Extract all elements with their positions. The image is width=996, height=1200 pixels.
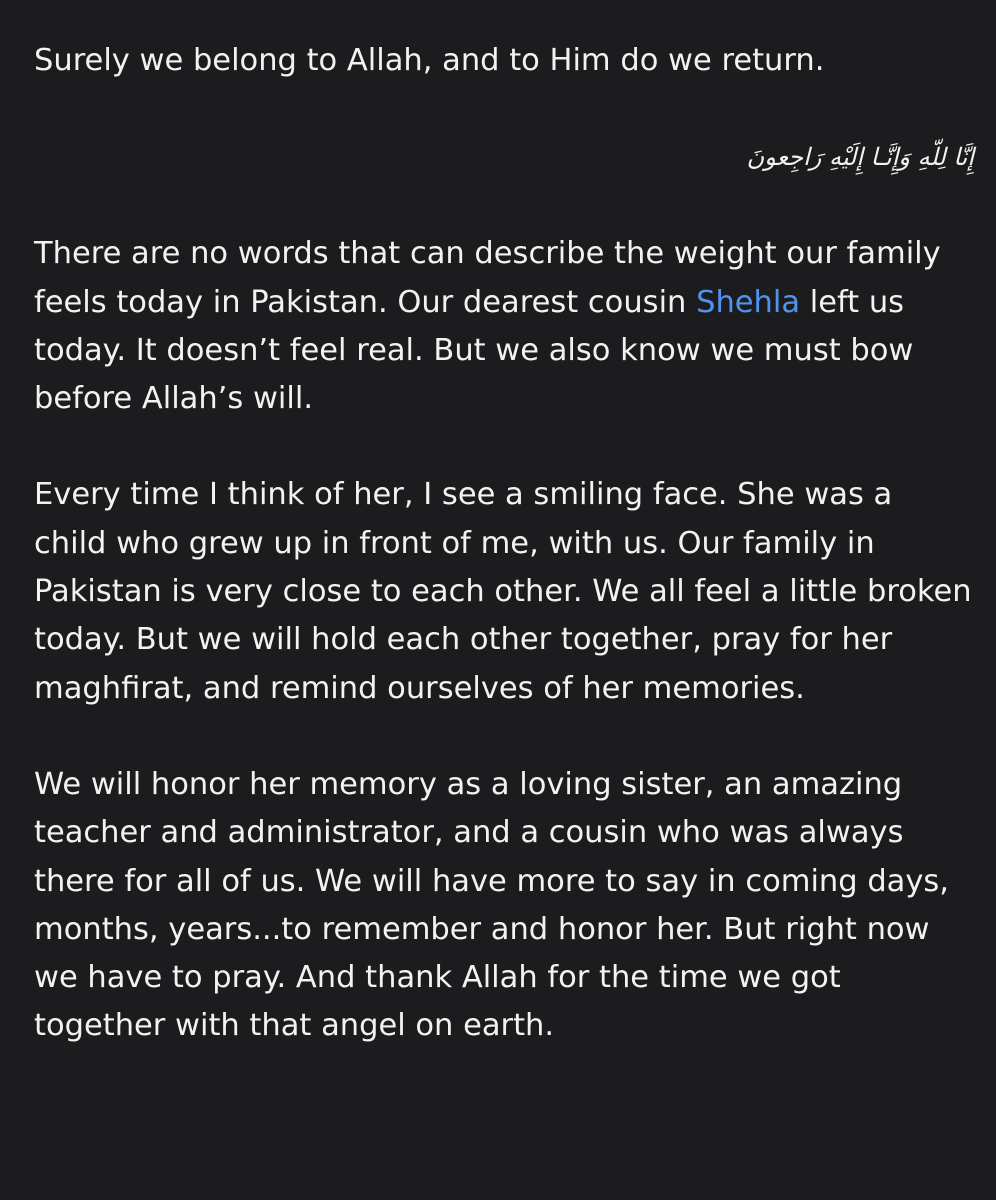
post-paragraph-opening: Surely we belong to Allah, and to Him do we return. [34,43,825,78]
announcement-text-before: There are no words that can describe the weight our family feels today in Pakistan. Our dearest cousin [34,236,941,320]
post-paragraph-memories: Every time I think of her, I see a smiling face. She was a child who grew up in front of me, with us. Our family in Pakistan is very close to each other. We all feel a little broken today. But we will hold each other together, pray for her maghfirat, and remind ourselves of her memories. [34,477,972,706]
announcement-text-after: left us today. It doesn’t feel real. But we also know we must bow before Allah’s will. [34,284,914,417]
post-body [34,37,974,1099]
post-paragraph-announcement [34,230,974,423]
post-arabic-verse: إِنَّا لِلّهِ وَإِنَّـا إِلَيْهِ رَاجِعونَ [746,143,974,172]
mention-link-shehla[interactable]: Shehla [696,284,801,320]
post-paragraph-honor: We will honor her memory as a loving sister, an amazing teacher and administrator, and a cousin who was always there for all of us. We will have more to say in coming days, months, years...to remember and honor her. But right now we have to pray. And thank Allah for the time we got together with that angel on earth. [34,766,949,1044]
